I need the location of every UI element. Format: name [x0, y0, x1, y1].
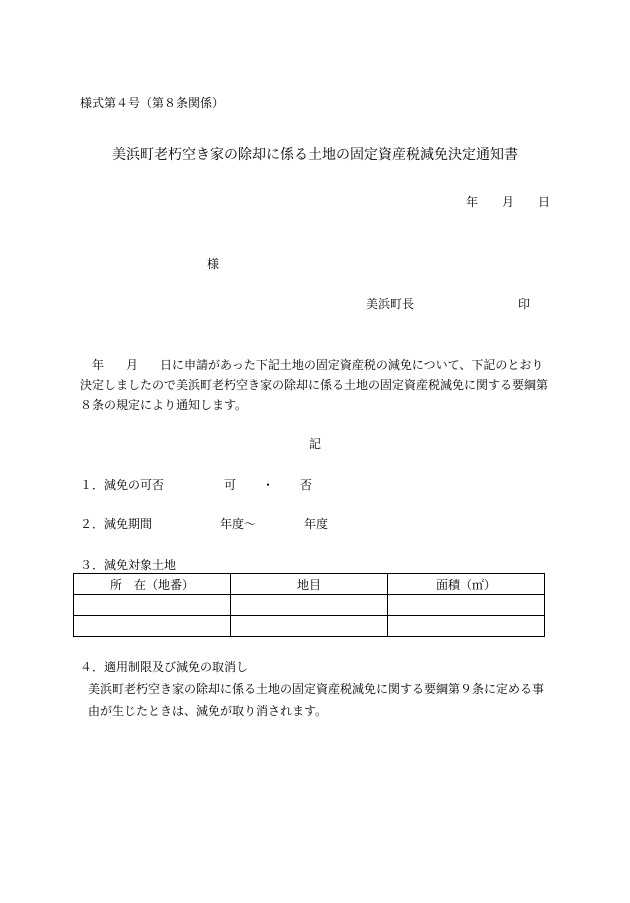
addressee-honorific: 様: [207, 257, 220, 271]
table-cell: [231, 595, 388, 616]
document-title: 美浜町老朽空き家の除却に係る土地の固定資産税減免決定通知書: [112, 147, 518, 163]
seal-mark: 印: [518, 297, 531, 311]
header-location: 所 在（地番）: [74, 574, 231, 595]
table-row: [74, 595, 545, 616]
period-from: 年度～: [220, 517, 257, 531]
body-text: 日に申請があった下記土地の固定資産税の減免について、下記のとおり決定しましたので美浜町老朽空き家の除却に係る土地の固定資産税減免に関する要綱第８条の規定により通知します。: [80, 358, 549, 412]
date-day-label: 日: [537, 195, 550, 209]
item-reduction-period: [80, 516, 328, 532]
period-to: 年度: [304, 517, 329, 531]
issue-date: [466, 194, 550, 210]
item4-text: 美浜町老朽空き家の除却に係る土地の固定資産税減免に関する要綱第９条に定める事由が生じたときは、減免が取り消されます。: [88, 682, 545, 718]
table-cell: [74, 595, 231, 616]
sender-block: [366, 296, 530, 312]
item3-label: ３．減免対象土地: [80, 558, 177, 572]
header-land-category: 地目: [231, 574, 388, 595]
table-cell: [231, 616, 388, 637]
option-denied: 否: [300, 478, 313, 492]
option-approved: 可: [224, 478, 237, 492]
sender-name: 美浜町長: [366, 297, 415, 311]
table-cell: [388, 616, 545, 637]
table-row: [74, 616, 545, 637]
body-year-label: 年: [92, 358, 105, 372]
table-header-row: [74, 574, 545, 595]
date-month-label: 月: [501, 195, 514, 209]
date-year-label: 年: [465, 195, 478, 209]
table-cell: [388, 595, 545, 616]
ki-heading: 記: [308, 437, 321, 451]
item4-label: ４．適用制限及び減免の取消し: [80, 660, 249, 674]
header-area: 面積（㎡）: [388, 574, 545, 595]
item1-label: １．減免の可否: [80, 478, 165, 492]
option-separator: ・: [262, 478, 275, 492]
notice-body: [80, 355, 552, 415]
table-cell: [74, 616, 231, 637]
item2-label: ２．減免期間: [80, 517, 153, 531]
land-table: [73, 573, 545, 637]
item-reduction-approval: [80, 477, 312, 493]
body-month-label: 月: [126, 358, 139, 372]
form-number: 様式第４号（第８条関係）: [80, 96, 225, 110]
